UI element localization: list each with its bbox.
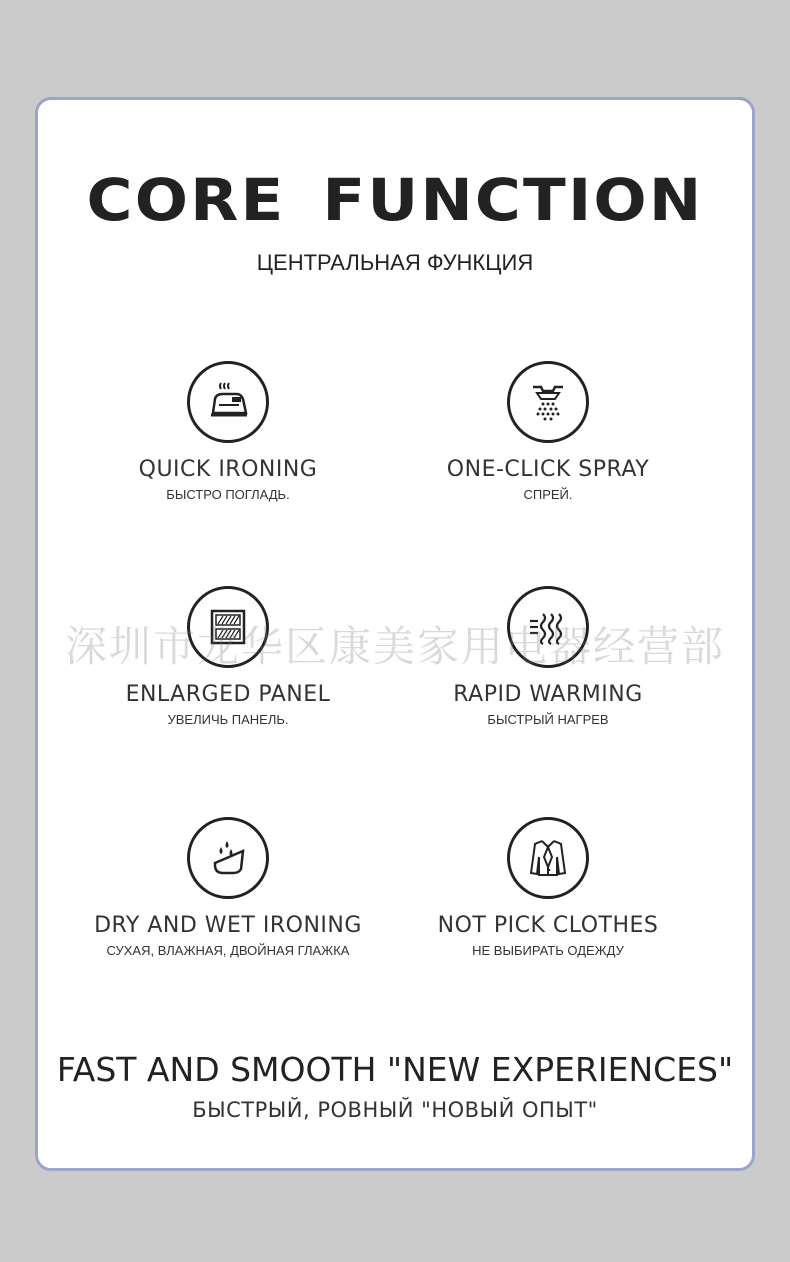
page-subtitle: ЦЕНТРАЛЬНАЯ ФУНКЦИЯ (256, 250, 534, 275)
feature-label: ENLARGED PANEL (125, 682, 331, 707)
slogan: FAST AND SMOOTH "NEW EXPERIENCES" (56, 1050, 734, 1089)
feature-sublabel: БЫСТРО ПОГЛАДЬ. (166, 487, 290, 502)
feature-label: ONE-CLICK SPRAY (446, 457, 650, 482)
feature-sublabel: БЫСТРЫЙ НАГРЕВ (487, 712, 609, 727)
feature-sublabel: СУХАЯ, ВЛАЖНАЯ, ДВОЙНАЯ ГЛАЖКА (106, 943, 350, 958)
feature-not-pick-clothes (368, 817, 728, 958)
feature-quick-ironing (48, 361, 408, 502)
feature-label: DRY AND WET IRONING (94, 913, 362, 938)
feature-sublabel: НЕ ВЫБИРАТЬ ОДЕЖДУ (472, 943, 624, 958)
feature-label: RAPID WARMING (453, 682, 643, 707)
watermark: 深圳市龙华区康美家用电器经营部 (64, 622, 725, 671)
page-title: CORE FUNCTION (86, 166, 704, 234)
feature-label: NOT PICK CLOTHES (437, 913, 659, 938)
spray-icon (507, 361, 589, 443)
feature-dry-wet-ironing (48, 817, 408, 958)
water-drop-icon (187, 817, 269, 899)
feature-label: QUICK IRONING (138, 457, 318, 482)
feature-sublabel: УВЕЛИЧЬ ПАНЕЛЬ. (167, 712, 289, 727)
feature-one-click-spray (368, 361, 728, 502)
iron-icon (187, 361, 269, 443)
slogan-subtitle: БЫСТРЫЙ, РОВНЫЙ "НОВЫЙ ОПЫТ" (192, 1098, 598, 1122)
feature-sublabel: СПРЕЙ. (523, 487, 573, 502)
jacket-icon (507, 817, 589, 899)
